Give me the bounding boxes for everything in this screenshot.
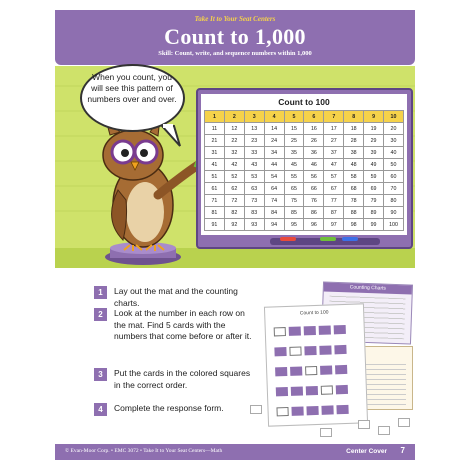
grid-row xyxy=(205,159,404,171)
skill-line: Skill: Count, write, and sequence numbers within 1,000 xyxy=(158,50,312,57)
grid-cell: 45 xyxy=(284,159,304,171)
grid-cell: 23 xyxy=(244,135,264,147)
grid-cell: 1 xyxy=(205,111,225,123)
grid-cell: 44 xyxy=(264,159,284,171)
grid-cell: 71 xyxy=(205,195,225,207)
speech-bubble-text: When you count, you will see this pattern of numbers over and over. xyxy=(87,72,177,104)
mat-row xyxy=(274,341,349,353)
grid-cell: 15 xyxy=(284,123,304,135)
grid-cell: 17 xyxy=(324,123,344,135)
grid-cell: 61 xyxy=(205,183,225,195)
grid-cell: 95 xyxy=(284,219,304,231)
grid-cell: 59 xyxy=(364,171,384,183)
grid-cell: 10 xyxy=(384,111,404,123)
grid-cell: 16 xyxy=(304,123,324,135)
grid-cell: 40 xyxy=(384,147,404,159)
grid-cell: 34 xyxy=(264,147,284,159)
mat-photo xyxy=(264,303,368,426)
grid-cell: 91 xyxy=(205,219,225,231)
grid-cell: 81 xyxy=(205,207,225,219)
grid-cell: 77 xyxy=(324,195,344,207)
grid-cell: 72 xyxy=(224,195,244,207)
grid-cell: 37 xyxy=(324,147,344,159)
grid-row xyxy=(205,135,404,147)
grid-cell: 96 xyxy=(304,219,324,231)
grid-cell: 9 xyxy=(364,111,384,123)
grid-cell: 51 xyxy=(205,171,225,183)
grid-cell: 12 xyxy=(224,123,244,135)
grid-cell: 11 xyxy=(205,123,225,135)
grid-cell: 22 xyxy=(224,135,244,147)
grid-cell: 19 xyxy=(364,123,384,135)
grid-cell: 31 xyxy=(205,147,225,159)
grid-cell: 73 xyxy=(244,195,264,207)
grid-cell: 39 xyxy=(364,147,384,159)
grid-cell: 69 xyxy=(364,183,384,195)
grid-cell: 24 xyxy=(264,135,284,147)
page-number: 7 xyxy=(400,446,405,455)
grid-cell: 25 xyxy=(284,135,304,147)
grid-cell: 2 xyxy=(224,111,244,123)
mat-row xyxy=(275,361,350,373)
section-label: Center Cover xyxy=(346,447,387,455)
grid-cell: 47 xyxy=(324,159,344,171)
grid-cell: 32 xyxy=(224,147,244,159)
grid-cell: 90 xyxy=(384,207,404,219)
grid-cell: 79 xyxy=(364,195,384,207)
grid-cell: 87 xyxy=(324,207,344,219)
speech-bubble-tail xyxy=(160,124,190,154)
grid-cell: 75 xyxy=(284,195,304,207)
step-number: 3 xyxy=(94,368,107,381)
grid-cell: 4 xyxy=(264,111,284,123)
grid-cell: 97 xyxy=(324,219,344,231)
grid-cell: 98 xyxy=(344,219,364,231)
grid-cell: 70 xyxy=(384,183,404,195)
grid-cell: 78 xyxy=(344,195,364,207)
grid-cell: 88 xyxy=(344,207,364,219)
grid-cell: 55 xyxy=(284,171,304,183)
grid-cell: 13 xyxy=(244,123,264,135)
grid-cell: 82 xyxy=(224,207,244,219)
step-number: 4 xyxy=(94,403,107,416)
number-card xyxy=(320,428,332,437)
grid-cell: 58 xyxy=(344,171,364,183)
step-number: 1 xyxy=(94,286,107,299)
series-kicker: Take It to Your Seat Centers xyxy=(194,15,276,23)
grid-row xyxy=(205,147,404,159)
grid-cell: 86 xyxy=(304,207,324,219)
grid-cell: 26 xyxy=(304,135,324,147)
step-text: Put the cards in the colored squares in the correct order. xyxy=(114,368,251,390)
grid-cell: 14 xyxy=(264,123,284,135)
mat-row xyxy=(276,401,351,413)
grid-cell: 100 xyxy=(384,219,404,231)
markers-icon xyxy=(280,236,380,244)
grid-cell: 66 xyxy=(304,183,324,195)
grid-row xyxy=(205,219,404,231)
grid-cell: 74 xyxy=(264,195,284,207)
grid-cell: 62 xyxy=(224,183,244,195)
number-card xyxy=(358,420,370,429)
grid-cell: 29 xyxy=(364,135,384,147)
grid-cell: 50 xyxy=(384,159,404,171)
grid-cell: 64 xyxy=(264,183,284,195)
grid-cell: 54 xyxy=(264,171,284,183)
grid-cell: 8 xyxy=(344,111,364,123)
grid-row xyxy=(205,123,404,135)
mat-row xyxy=(274,321,349,333)
grid-cell: 76 xyxy=(304,195,324,207)
step-text: Complete the response form. xyxy=(114,403,224,413)
grid-cell: 99 xyxy=(364,219,384,231)
number-card xyxy=(398,418,410,427)
grid-row xyxy=(205,111,404,123)
grid-cell: 53 xyxy=(244,171,264,183)
grid-cell: 43 xyxy=(244,159,264,171)
grid-cell: 48 xyxy=(344,159,364,171)
grid-cell: 92 xyxy=(224,219,244,231)
grid-row xyxy=(205,171,404,183)
chart-photo-title: Counting Charts xyxy=(349,284,387,292)
grid-cell: 36 xyxy=(304,147,324,159)
footer-band xyxy=(55,444,415,460)
number-card xyxy=(250,405,262,414)
header-band xyxy=(55,10,415,65)
grid-cell: 35 xyxy=(284,147,304,159)
step-text: Lay out the mat and the counting charts. xyxy=(114,286,238,308)
hundred-chart-grid xyxy=(204,110,404,231)
grid-cell: 7 xyxy=(324,111,344,123)
grid-cell: 42 xyxy=(224,159,244,171)
grid-cell: 84 xyxy=(264,207,284,219)
grid-cell: 46 xyxy=(304,159,324,171)
page-title: Count to 1,000 xyxy=(164,24,306,49)
grid-cell: 38 xyxy=(344,147,364,159)
grid-cell: 28 xyxy=(344,135,364,147)
grid-cell: 57 xyxy=(324,171,344,183)
grid-cell: 5 xyxy=(284,111,304,123)
grid-cell: 85 xyxy=(284,207,304,219)
grid-row xyxy=(205,195,404,207)
grid-cell: 94 xyxy=(264,219,284,231)
copyright-line: © Evan-Moor Corp. • EMC 3072 • Take It to Your Seat Centers—Math xyxy=(65,448,223,454)
grid-cell: 63 xyxy=(244,183,264,195)
grid-cell: 30 xyxy=(384,135,404,147)
grid-cell: 83 xyxy=(244,207,264,219)
step-text: Look at the number in each row on the mat. Find 5 cards with the numbers that come before or after it. xyxy=(114,308,252,341)
number-card xyxy=(378,426,390,435)
grid-cell: 68 xyxy=(344,183,364,195)
grid-row xyxy=(205,183,404,195)
grid-cell: 65 xyxy=(284,183,304,195)
grid-cell: 80 xyxy=(384,195,404,207)
grid-cell: 18 xyxy=(344,123,364,135)
mat-photo-title: Count to 100 xyxy=(299,309,329,317)
grid-cell: 52 xyxy=(224,171,244,183)
step-number: 2 xyxy=(94,308,107,321)
grid-cell: 67 xyxy=(324,183,344,195)
grid-cell: 21 xyxy=(205,135,225,147)
grid-cell: 89 xyxy=(364,207,384,219)
grid-cell: 56 xyxy=(304,171,324,183)
grid-cell: 41 xyxy=(205,159,225,171)
grid-cell: 27 xyxy=(324,135,344,147)
grid-cell: 20 xyxy=(384,123,404,135)
board-title: Count to 100 xyxy=(278,97,330,107)
grid-cell: 60 xyxy=(384,171,404,183)
grid-cell: 3 xyxy=(244,111,264,123)
grid-cell: 49 xyxy=(364,159,384,171)
grid-cell: 93 xyxy=(244,219,264,231)
grid-row xyxy=(205,207,404,219)
mat-row xyxy=(276,381,351,393)
grid-cell: 6 xyxy=(304,111,324,123)
grid-cell: 33 xyxy=(244,147,264,159)
